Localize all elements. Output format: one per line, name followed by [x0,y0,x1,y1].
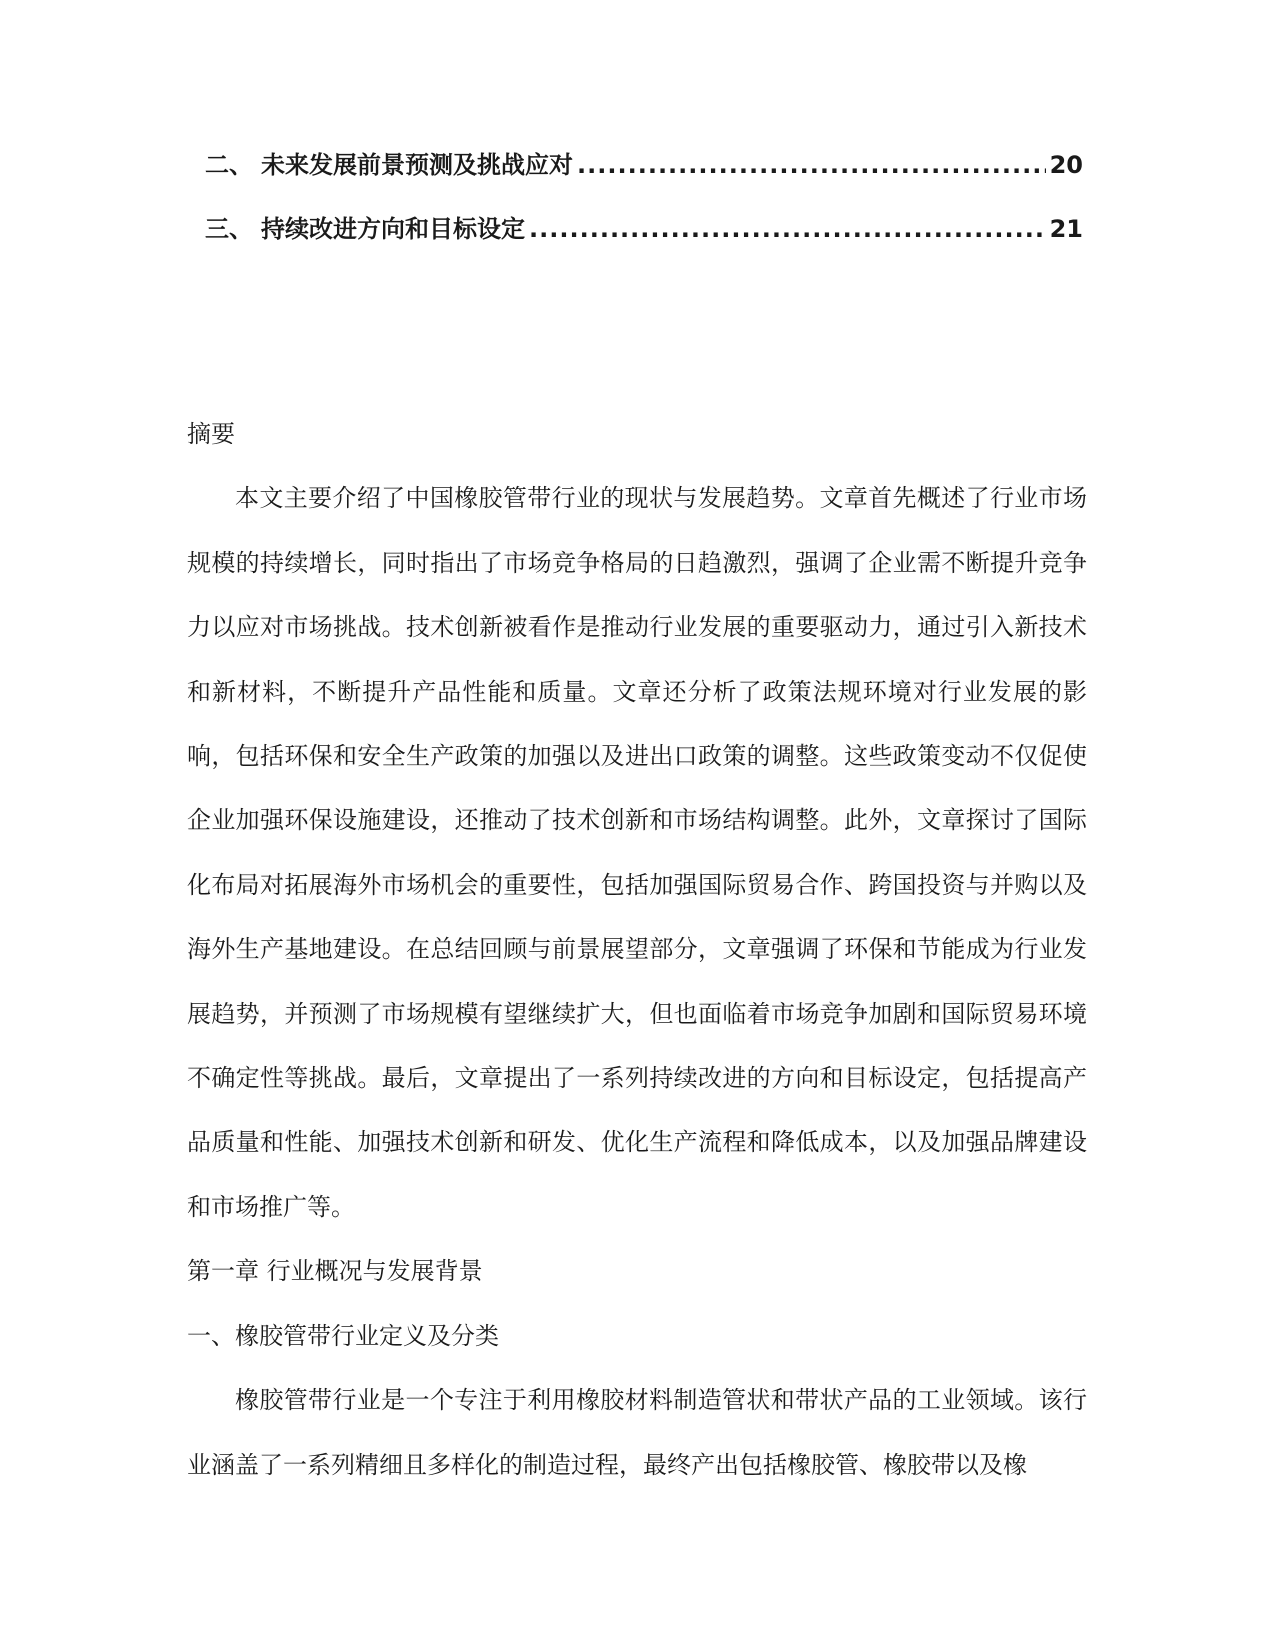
table-of-contents [205,145,1083,273]
toc-entry-page: 21 [1049,215,1083,243]
toc-dot-leader [577,151,1046,179]
abstract-heading: 摘要 [187,420,235,448]
abstract-paragraph: 本文主要介绍了中国橡胶管带行业的现状与发展趋势。文章首先概述了行业市场规模的持续增长，同时指出了市场竞争格局的日趋激烈，强调了企业需不断提升竞争力以应对市场挑战。技术创新被看作是推动行业发展的重要驱动力，通过引入新技术和新材料，不断提升产品性能和质量。文章还分析了政策法规环境对行业发展的影响，包括环保和安全生产政策的加强以及进出口政策的调整。这些政策变动不仅促使企业加强环保设施建设，还推动了技术创新和市场结构调整。此外，文章探讨了国际化布局对拓展海外市场机会的重要性，包括加强国际贸易合作、跨国投资与并购以及海外生产基地建设。在总结回顾与前景展望部分，文章强调了环保和节能成为行业发展趋势，并预测了市场规模有望继续扩大，但也面临着市场竞争加剧和国际贸易环境不确定性等挑战。最后，文章提出了一系列持续改进的方向和目标设定，包括提高产品质量和性能、加强技术创新和研发、优化生产流程和降低成本，以及加强品牌建设和市场推广等。 [187,484,1087,1221]
chapter-heading: 第一章 行业概况与发展背景 [187,1257,483,1286]
toc-entry-title: 未来发展前景预测及挑战应对 [261,151,573,179]
toc-entry-number: 三、 [205,215,253,243]
toc-entry-page: 20 [1049,151,1083,179]
document-body [187,402,1087,1497]
section-heading: 一、橡胶管带行业定义及分类 [187,1321,499,1350]
toc-entry[interactable] [205,209,1083,273]
toc-entry[interactable] [205,145,1083,209]
section-paragraph: 橡胶管带行业是一个专注于利用橡胶材料制造管状和带状产品的工业领域。该行业涵盖了一系列精细且多样化的制造过程，最终产出包括橡胶管、橡胶带以及橡 [187,1386,1087,1479]
toc-entry-number: 二、 [205,151,253,179]
toc-entry-title: 持续改进方向和目标设定 [261,215,525,243]
toc-dot-leader [529,215,1046,243]
